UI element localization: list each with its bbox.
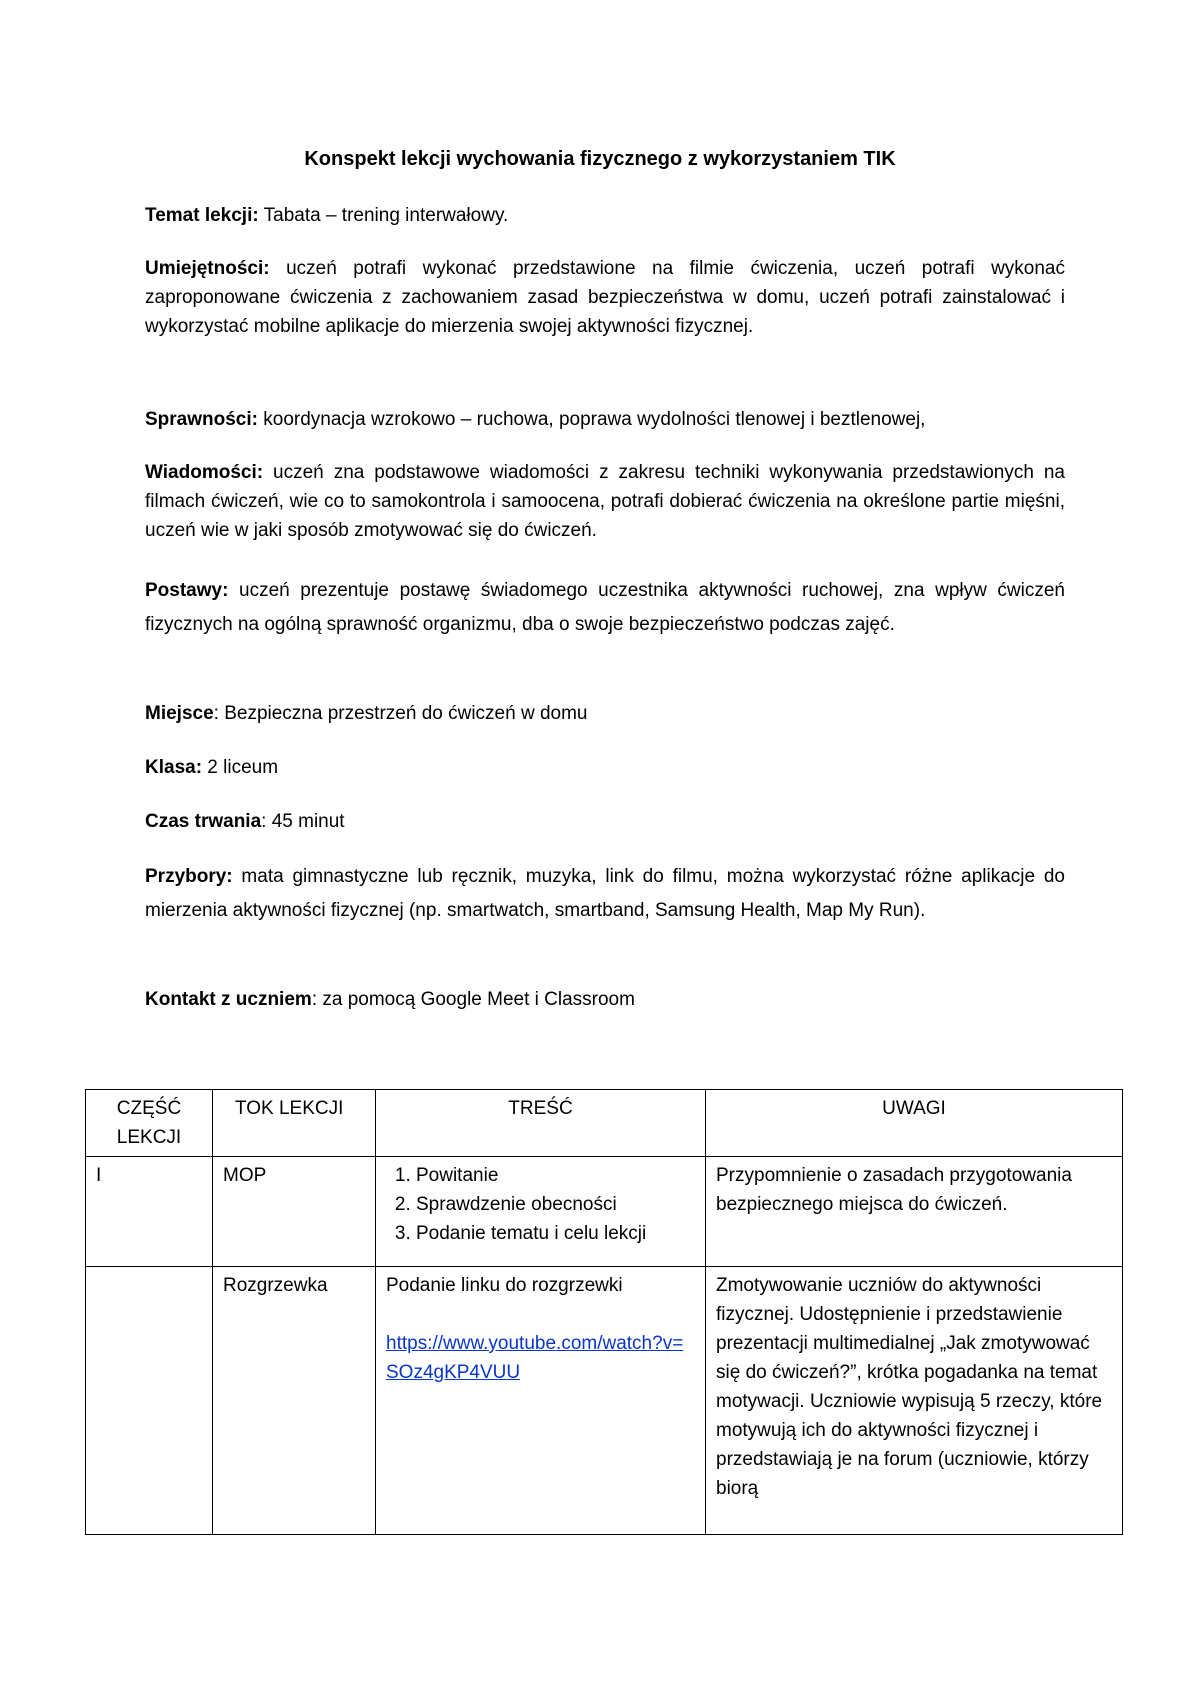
list-item: 2. Sprawdzenie obecności (416, 1190, 695, 1219)
cell-czesc (86, 1267, 213, 1535)
cell-uwagi: Przypomnienie o zasadach przygotowania bezpiecznego miejsca do ćwiczeń. (706, 1157, 1123, 1267)
field-kontakt (145, 985, 1065, 1014)
field-value: uczeń zna podstawowe wiadomości z zakresu techniki wykonywania przedstawionych na filmach ćwiczeń, wie co to samokontrola i samoocena, potrafi dobierać ćwiczenia na określone partie mięśni, uczeń wie w jaki sposób zmotywować się do ćwiczeń. (145, 462, 1065, 541)
field-label: Przybory: (145, 866, 233, 887)
field-label: Wiadomości: (145, 462, 264, 483)
field-value: uczeń potrafi wykonać przedstawione na filmie ćwiczenia, uczeń potrafi wykonać zaproponowane ćwiczenia z zachowaniem zasad bezpieczeństwa w domu, uczeń potrafi zainstalować i wykorzystać mobilne aplikacje do mierzenia swojej aktywności fizycznej. (145, 258, 1065, 337)
field-czas (145, 807, 1065, 836)
table-row (86, 1157, 1123, 1267)
field-value: : za pomocą Google Meet i Classroom (311, 989, 635, 1010)
field-label: Sprawności: (145, 409, 258, 430)
document-title: Konspekt lekcji wychowania fizycznego z wykorzystaniem TIK (304, 148, 896, 170)
field-value: Tabata – trening interwałowy. (258, 205, 509, 226)
field-label: Umiejętności: (145, 258, 270, 279)
steps-list (386, 1161, 695, 1248)
header-tresc: TREŚĆ (376, 1090, 706, 1157)
header-uwagi: UWAGI (706, 1090, 1123, 1157)
field-label: Miejsce (145, 703, 214, 724)
field-label: Temat lekcji: (145, 205, 259, 226)
lesson-table (85, 1089, 1123, 1535)
list-item: 1. Powitanie (416, 1161, 695, 1190)
cell-tok: Rozgrzewka (213, 1267, 376, 1535)
field-postawy (145, 574, 1065, 642)
cell-uwagi: Zmotywowanie uczniów do aktywności fizycznej. Udostępnienie i przedstawienie prezentacji multimedialnej „Jak zmotywować się do ćwiczeń?”, krótka pogadanka na temat motywacji. Uczniowie wypisują 5 rzeczy, które motywują ich do aktywności fizycznej i przedstawiają je na forum (uczniowie, którzy biorą (706, 1267, 1123, 1535)
field-value: mata gimnastyczne lub ręcznik, muzyka, link do filmu, można wykorzystać różne aplikacje do mierzenia aktywności fizycznej (np. smartwatch, smartband, Samsung Health, Map My Run). (145, 866, 1065, 921)
field-value: : Bezpieczna przestrzeń do ćwiczeń w domu (213, 703, 588, 724)
cell-tresc (376, 1267, 706, 1535)
table-header-row (86, 1090, 1123, 1157)
field-label: Czas trwania (145, 811, 262, 832)
warmup-video-link[interactable]: https://www.youtube.com/watch?v=SOz4gKP4VUU (386, 1333, 684, 1383)
cell-tresc (376, 1157, 706, 1267)
field-umiejetnosci (145, 254, 1065, 341)
field-przybory (145, 860, 1065, 928)
cell-czesc: I (86, 1157, 213, 1267)
field-sprawnosci (145, 405, 1065, 434)
field-temat (145, 201, 1065, 230)
field-miejsce (145, 699, 1065, 728)
field-value: : 45 minut (261, 811, 345, 832)
field-value: koordynacja wzrokowo – ruchowa, poprawa wydolności tlenowej i beztlenowej, (257, 409, 926, 430)
field-klasa (145, 753, 1065, 782)
header-tok: TOK LEKCJI (213, 1090, 376, 1157)
field-value: 2 liceum (202, 757, 279, 778)
list-item: 3. Podanie tematu i celu lekcji (416, 1219, 695, 1248)
table-row (86, 1267, 1123, 1535)
field-label: Kontakt z uczniem (145, 989, 312, 1010)
tresc-text: Podanie linku do rozgrzewki (386, 1275, 623, 1296)
field-value: uczeń prezentuje postawę świadomego uczestnika aktywności ruchowej, zna wpływ ćwiczeń fizycznych na ogólną sprawność organizmu, dba o swoje bezpieczeństwo podczas zajęć. (145, 580, 1065, 635)
header-czesc: CZĘŚĆ LEKCJI (86, 1090, 213, 1157)
field-label: Klasa: (145, 757, 203, 778)
field-label: Postawy: (145, 580, 229, 601)
field-wiadomosci (145, 458, 1065, 545)
cell-tok: MOP (213, 1157, 376, 1267)
